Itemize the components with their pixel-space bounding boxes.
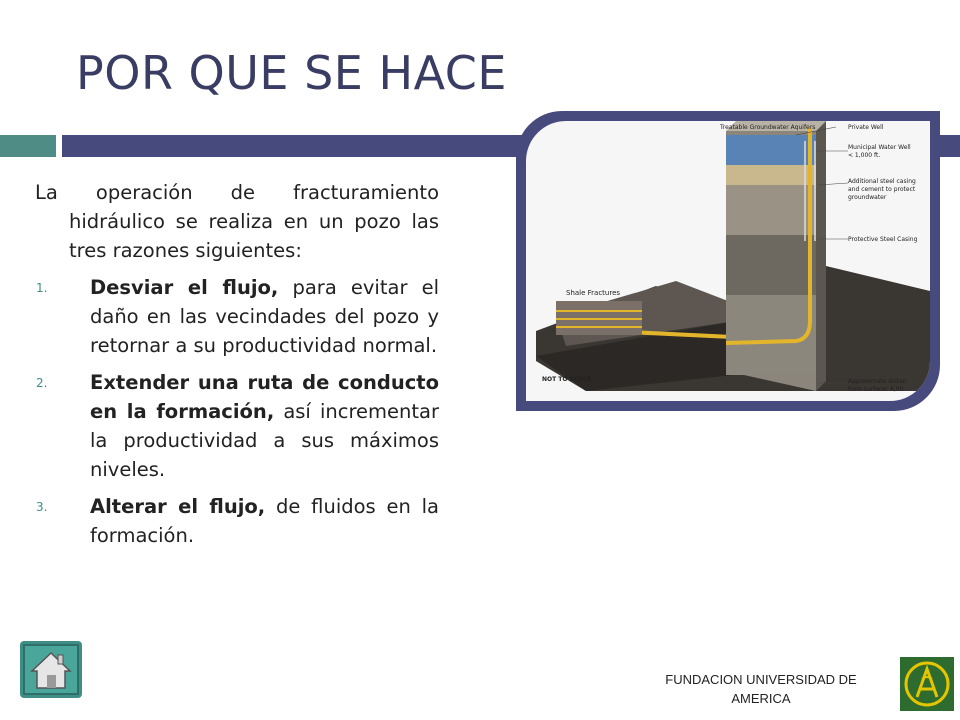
reason-item-2 <box>35 368 439 484</box>
label-municipal-well: Municipal Water Well <box>848 144 911 151</box>
reason-number-2: 2. <box>36 376 48 390</box>
label-casing-3: groundwater <box>848 194 887 201</box>
reasons-list <box>35 273 439 550</box>
intro-paragraph: La operación de fracturamiento hidráulico se realiza en un pozo las tres razones siguientes: <box>35 181 439 262</box>
reason-bold-2: Extender una ruta de conducto en la formación, <box>90 371 439 423</box>
label-municipal-depth: < 1,000 ft. <box>848 152 881 159</box>
slide-body <box>35 178 439 558</box>
label-casing-2: and cement to protect <box>848 186 916 193</box>
reason-item-1 <box>35 273 439 360</box>
reason-text-2: así incrementar la productividad a sus máximos niveles. <box>90 400 439 481</box>
fracking-diagram-frame <box>516 111 940 411</box>
reason-item-3 <box>35 492 439 550</box>
reason-text-1: para evitar el daño en las vecindades del pozo y retornar a su productividad normal. <box>90 276 439 357</box>
reason-bold-1: Desviar el flujo, <box>90 276 279 299</box>
reason-number-3: 3. <box>36 500 48 514</box>
university-logo <box>900 657 954 711</box>
label-not-to-scale: NOT TO SCALE <box>542 376 591 383</box>
footer-organization: FUNDACION UNIVERSIDAD DE AMERICA <box>665 672 857 706</box>
label-casing-1: Additional steel casing <box>848 178 916 185</box>
reason-number-1: 1. <box>36 281 48 295</box>
label-protective-casing: Protective Steel Casing <box>848 236 918 243</box>
label-distance-1: Approximate distan <box>848 378 907 385</box>
slide-title: POR QUE SE HACE <box>76 46 507 100</box>
label-shale-fractures: Shale Fractures <box>566 289 621 297</box>
home-button[interactable] <box>20 641 82 698</box>
rock-layer-lower <box>726 295 816 375</box>
reason-bold-3: Alterar el flujo, <box>90 495 266 518</box>
label-distance-2: from surface: 8,00 <box>848 386 904 393</box>
fracking-diagram <box>526 121 930 401</box>
home-icon <box>20 641 82 698</box>
rock-layer-upper <box>726 185 816 235</box>
label-private-well: Private Well <box>848 124 884 131</box>
fracking-illustration <box>526 121 930 401</box>
reason-text-3: de fluidos en la formación. <box>90 495 440 547</box>
label-aquifers: Treatable Groundwater Aquifers <box>720 124 816 131</box>
aquifer-layer <box>726 135 816 165</box>
rock-layer-middle <box>726 235 816 295</box>
rock-column-side <box>816 121 826 391</box>
sand-layer <box>726 165 816 185</box>
accent-bar-teal <box>0 135 56 157</box>
